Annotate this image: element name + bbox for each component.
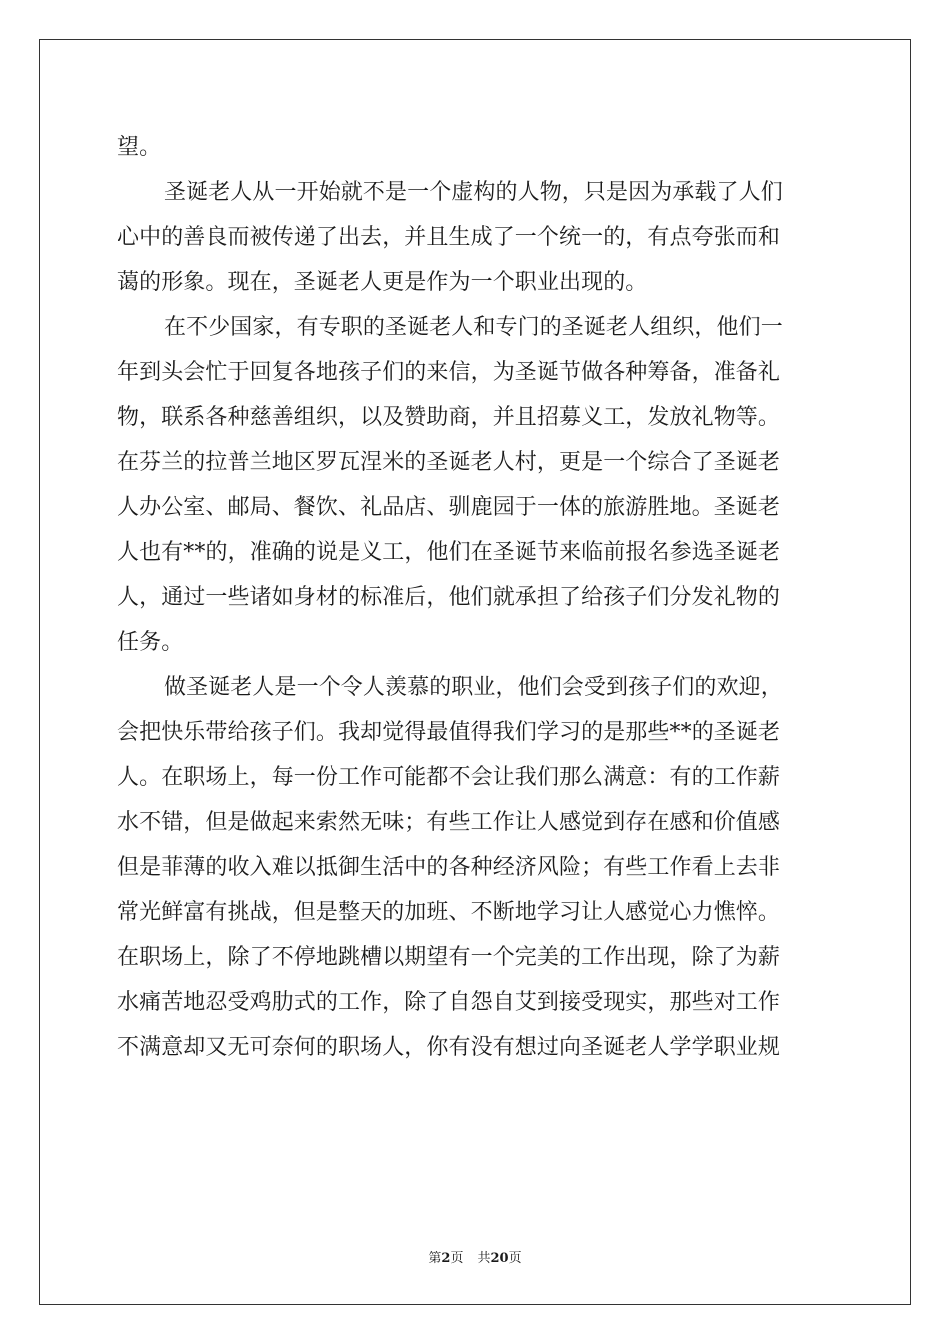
text-line: 物，联系各种慈善组织，以及赞助商，并且招募义工，发放礼物等。 [117, 405, 781, 430]
text-line: 望。 [117, 135, 162, 160]
text-line: 做圣诞老人是一个令人羡慕的职业，他们会受到孩子们的欢迎， [164, 675, 783, 700]
text-line: 常光鲜富有挑战，但是整天的加班、不断地学习让人感觉心力憔悴。 [117, 900, 781, 925]
text-line: 人也有**的，准确的说是义工，他们在圣诞节来临前报名参选圣诞老 [117, 540, 781, 565]
text-line: 会把快乐带给孩子们。我却觉得最值得我们学习的是那些**的圣诞老 [117, 720, 781, 745]
text-line: 在不少国家，有专职的圣诞老人和专门的圣诞老人组织，他们一 [164, 315, 783, 340]
text-line: 水痛苦地忍受鸡肋式的工作，除了自怨自艾到接受现实，那些对工作 [117, 990, 781, 1015]
paragraph [117, 125, 835, 170]
text-line: 人办公室、邮局、餐饮、礼品店、驯鹿园于一体的旅游胜地。圣诞老 [117, 495, 781, 520]
text-line: 蔼的形象。现在，圣诞老人更是作为一个职业出现的。 [117, 270, 648, 295]
text-line: 水不错，但是做起来索然无味；有些工作让人感觉到存在感和价值感 [117, 810, 781, 835]
paragraph [117, 305, 835, 665]
footer-total-pages: 20 [490, 1251, 509, 1266]
page-footer [0, 1247, 950, 1266]
text-line: 在职场上，除了不停地跳槽以期望有一个完美的工作出现，除了为薪 [117, 945, 781, 970]
text-line: 任务。 [117, 630, 184, 655]
text-line: 人，通过一些诸如身材的标准后，他们就承担了给孩子们分发礼物的 [117, 585, 781, 610]
footer-page-suffix: 页 [450, 1251, 464, 1266]
text-line: 圣诞老人从一开始就不是一个虚构的人物，只是因为承载了人们 [164, 180, 783, 205]
text-line: 年到头会忙于回复各地孩子们的来信，为圣诞节做各种筹备，准备礼 [117, 360, 781, 385]
footer-total-suffix: 页 [508, 1251, 522, 1266]
paragraph [117, 665, 835, 1070]
text-line: 在芬兰的拉普兰地区罗瓦涅米的圣诞老人村，更是一个综合了圣诞老 [117, 450, 781, 475]
paragraph [117, 170, 835, 305]
text-line: 不满意却又无可奈何的职场人，你有没有想过向圣诞老人学学职业规 [117, 1035, 781, 1060]
footer-page-number: 2 [441, 1251, 451, 1266]
footer-prefix: 第 [428, 1251, 442, 1266]
text-line: 心中的善良而被传递了出去，并且生成了一个统一的，有点夸张而和 [117, 225, 781, 250]
footer-total-prefix: 共 [477, 1251, 491, 1266]
text-line: 但是菲薄的收入难以抵御生活中的各种经济风险；有些工作看上去非 [117, 855, 781, 880]
document-body [117, 125, 835, 1070]
text-line: 人。在职场上，每一份工作可能都不会让我们那么满意：有的工作薪 [117, 765, 781, 790]
